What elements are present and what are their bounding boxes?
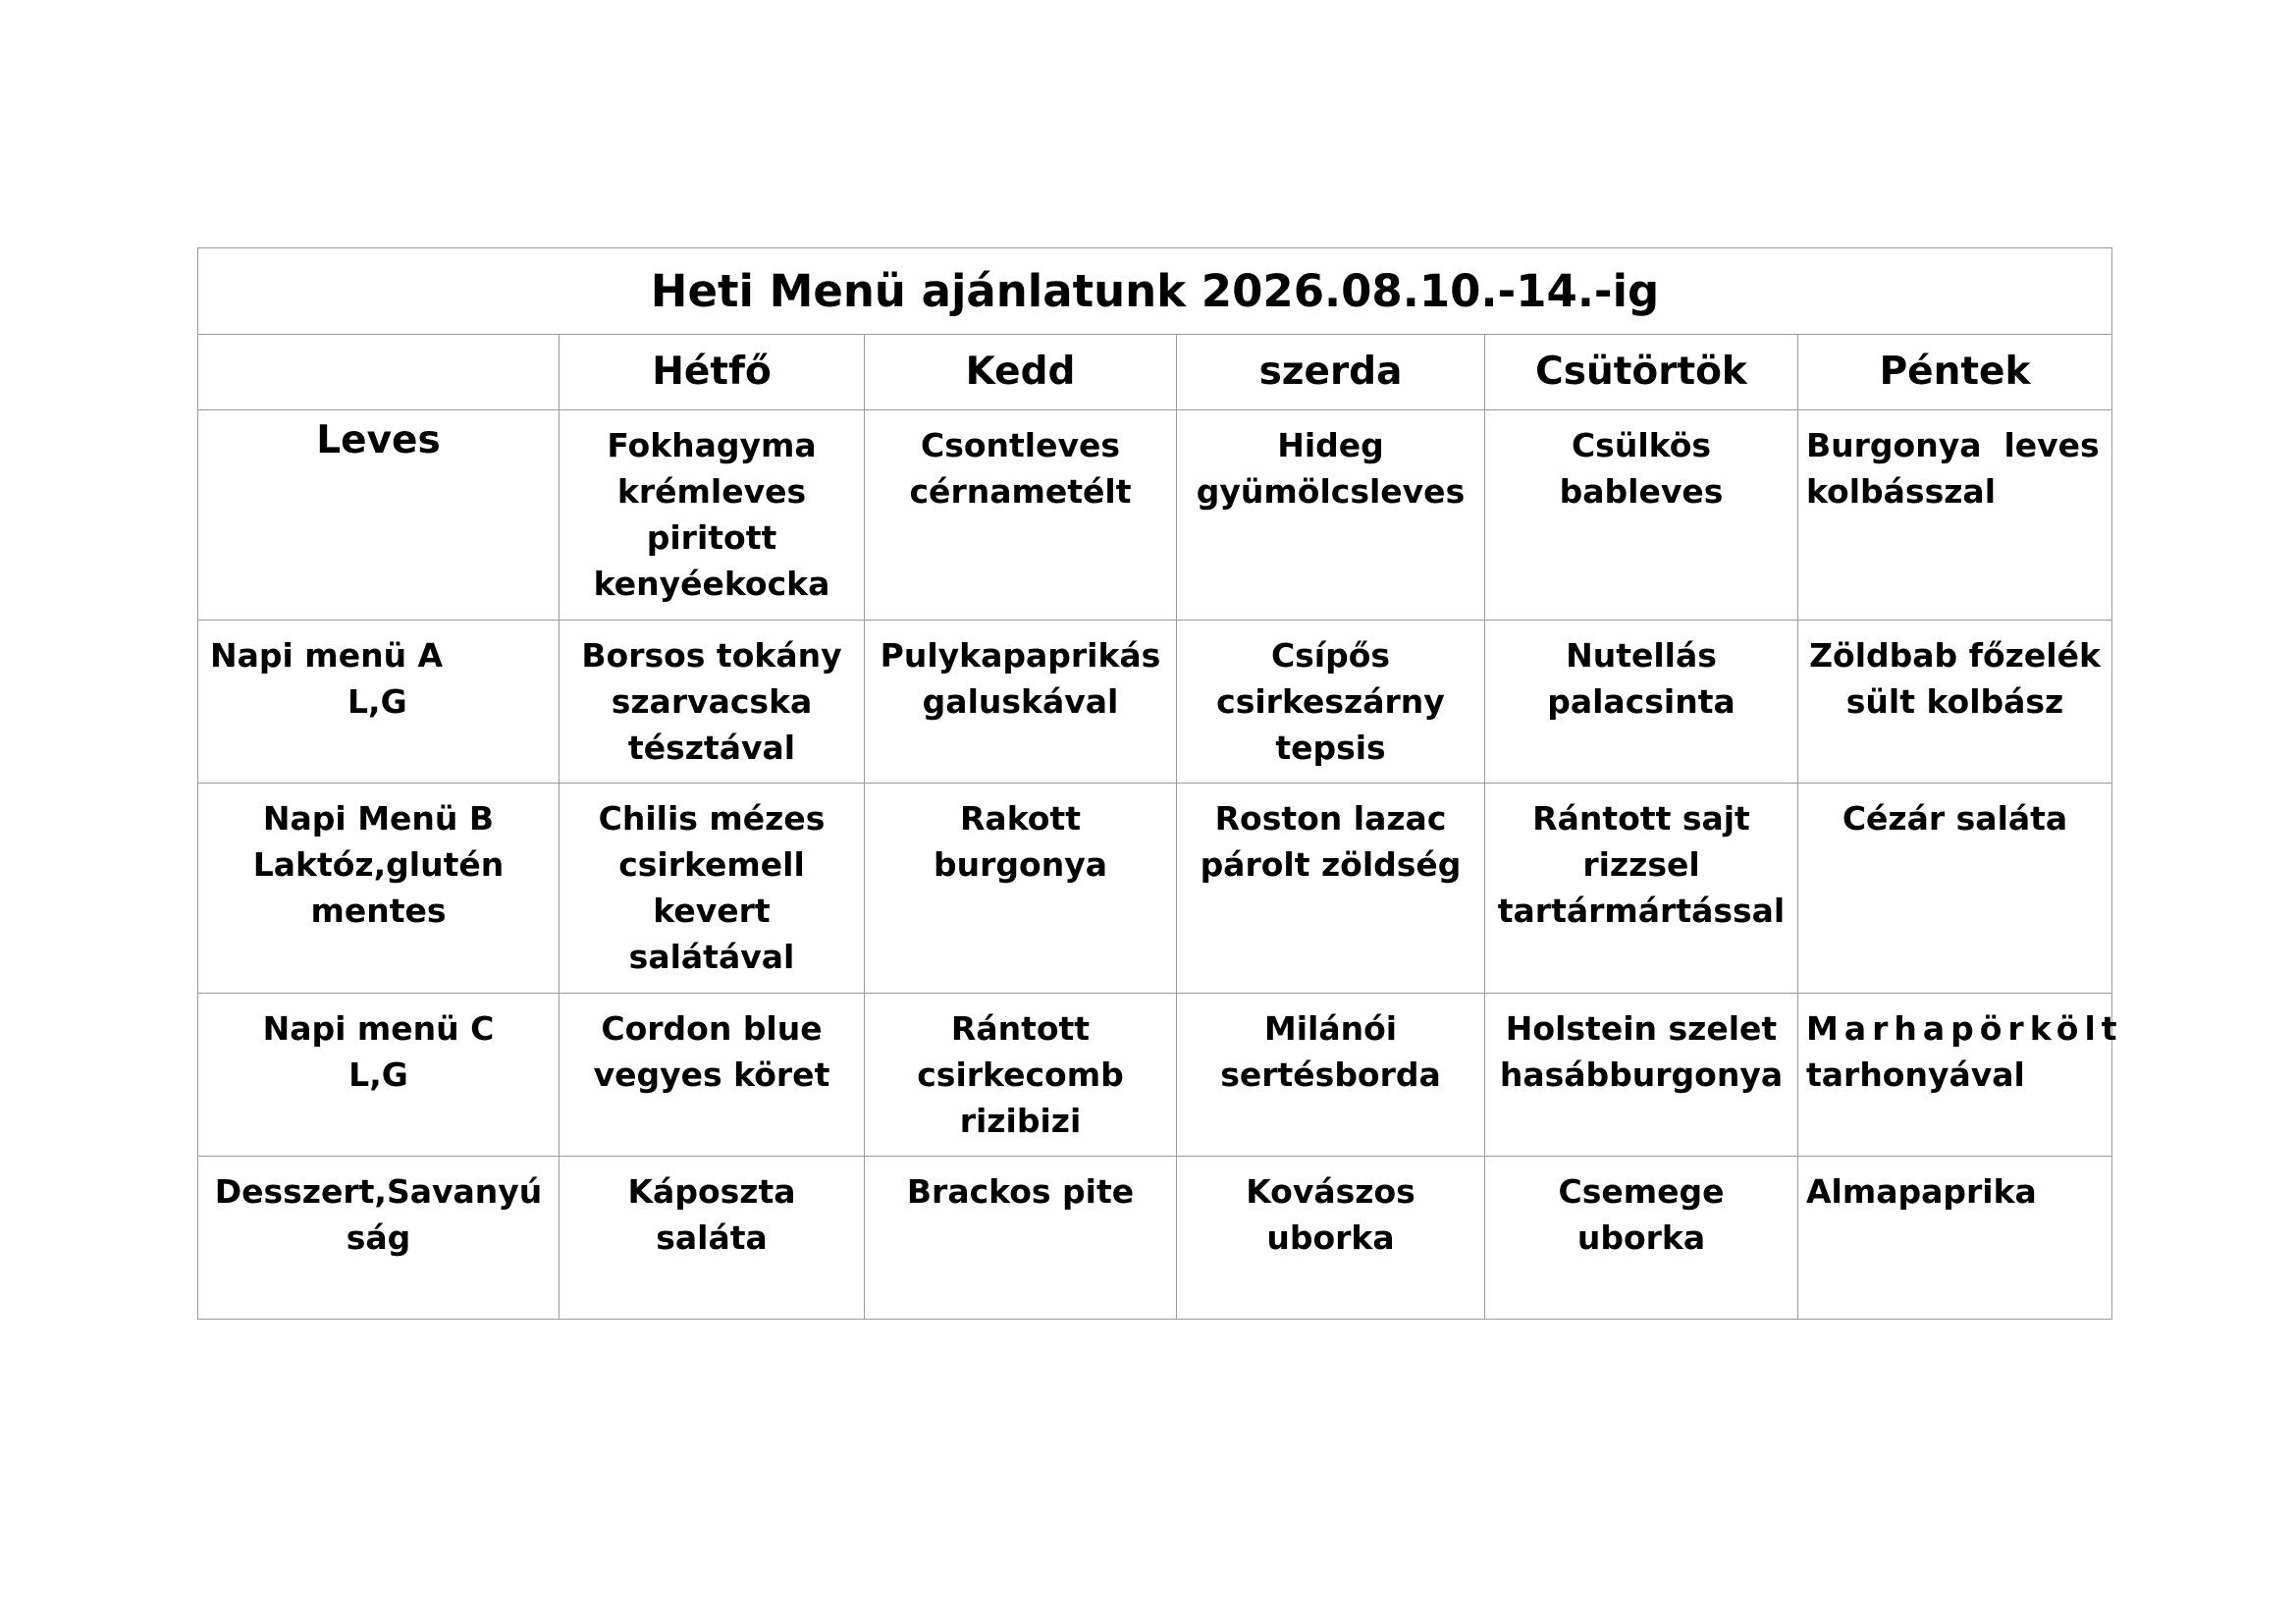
row-label-menu-b: [198, 784, 560, 994]
cell-line: rizzsel: [1582, 845, 1700, 884]
menu-b-row: [198, 784, 2112, 994]
cell-line: saláta: [656, 1218, 768, 1257]
cell-line: Fokhagyma: [607, 426, 817, 464]
weekly-menu-table: [197, 247, 2123, 1320]
dessert-thursday: [1485, 1157, 1798, 1320]
menu-title: Heti Menü ajánlatunk 2026.08.10.-14.-ig: [198, 248, 2112, 335]
cell-line: galuskával: [922, 682, 1119, 721]
cell-line: Marhapörkölt: [1806, 1009, 2123, 1048]
soup-wednesday: [1177, 410, 1485, 621]
day-header-monday: Hétfő: [560, 335, 865, 410]
cell-line: Almapaprika: [1806, 1172, 2037, 1211]
cell-line: tésztával: [627, 729, 796, 767]
menu-b-monday: [560, 784, 865, 994]
menu-a-tuesday: [865, 621, 1177, 784]
cell-line: Borsos tokány: [581, 636, 842, 675]
cell-line: Roston lazac: [1214, 799, 1447, 838]
cell-line: piritott: [646, 518, 777, 557]
row-label-line: Laktóz,glutén: [252, 845, 505, 884]
cell-line: Cordon blue: [601, 1009, 823, 1048]
cell-line: uborka: [1266, 1218, 1395, 1257]
cell-line: Pulykapaprikás: [880, 636, 1161, 675]
cell-line: Cézár saláta: [1842, 799, 2068, 838]
cell-line: Rakott: [960, 799, 1081, 838]
cell-line: Káposzta: [627, 1172, 796, 1211]
dessert-friday: [1798, 1157, 2112, 1320]
row-label-line: L,G: [348, 1055, 408, 1094]
menu-c-thursday: [1485, 994, 1798, 1157]
menu-c-friday: [1798, 994, 2123, 1157]
cell-line: Rántott: [950, 1009, 1091, 1048]
dessert-tuesday: [865, 1157, 1177, 1320]
cell-line: Brackos pite: [906, 1172, 1135, 1211]
cell-line: cérnametélt: [909, 472, 1132, 511]
menu-b-wednesday: [1177, 784, 1485, 994]
title-row: [198, 248, 2112, 335]
menu-b-thursday: [1485, 784, 1798, 994]
day-header-row: [198, 335, 2112, 410]
row-label-line: mentes: [310, 892, 447, 930]
cell-line: uborka: [1576, 1218, 1706, 1257]
empty-corner-cell: [198, 335, 560, 410]
cell-line: Csontleves: [920, 426, 1121, 464]
cell-line: sertésborda: [1220, 1055, 1441, 1094]
row-label-menu-a: [198, 621, 560, 784]
row-label-line: ság: [346, 1218, 411, 1257]
dessert-monday: [560, 1157, 865, 1320]
day-header-tuesday: Kedd: [865, 335, 1177, 410]
menu-a-monday: [560, 621, 865, 784]
cell-line: salátával: [628, 938, 795, 976]
soup-tuesday: [865, 410, 1177, 621]
soup-thursday: [1485, 410, 1798, 621]
cell-line: Holstein szelet: [1505, 1009, 1778, 1048]
menu-b-friday: [1798, 784, 2112, 994]
soup-monday: [560, 410, 865, 621]
cell-line: Csípős: [1270, 636, 1391, 675]
dessert-wednesday: [1177, 1157, 1485, 1320]
day-header-friday: Péntek: [1798, 335, 2112, 410]
cell-line: krémleves: [616, 472, 807, 511]
day-header-thursday: Csütörtök: [1485, 335, 1798, 410]
cell-line: csirkemell: [618, 845, 805, 884]
cell-line: gyümölcsleves: [1196, 472, 1466, 511]
cell-line: szarvacska: [611, 682, 813, 721]
cell-line: párolt zöldség: [1200, 845, 1462, 884]
cell-line: burgonya: [934, 845, 1107, 884]
cell-line: sült kolbász: [1845, 682, 2064, 721]
menu-c-row: [198, 994, 2112, 1157]
cell-line: Zöldbab főzelék: [1809, 636, 2101, 675]
row-label-menu-c: [198, 994, 560, 1157]
row-label-dessert: [198, 1157, 560, 1320]
cell-line: kenyéekocka: [593, 565, 830, 603]
row-label-line: Napi menü C: [262, 1009, 495, 1048]
row-label-line: Desszert,Savanyú: [214, 1172, 543, 1211]
cell-line: bableves: [1559, 472, 1724, 511]
cell-line: tartármártással: [1497, 892, 1786, 930]
cell-line: kolbásszal: [1806, 472, 1997, 511]
row-label-soup: Leves: [198, 410, 560, 621]
row-label-line: L,G: [347, 682, 407, 721]
day-header-wednesday: szerda: [1177, 335, 1485, 410]
menu-a-friday: [1798, 621, 2112, 784]
menu-c-tuesday: [865, 994, 1177, 1157]
cell-line: kevert: [653, 892, 771, 930]
soup-friday: [1798, 410, 2112, 621]
cell-line: Milánói: [1263, 1009, 1398, 1048]
menu-c-wednesday: [1177, 994, 1485, 1157]
cell-line: tepsis: [1275, 729, 1386, 767]
cell-line: Hideg: [1277, 426, 1384, 464]
row-label-line: Napi menü A: [210, 636, 444, 675]
cell-line: Rántott sajt: [1532, 799, 1750, 838]
cell-line: palacsinta: [1547, 682, 1735, 721]
cell-line: Csülkös: [1571, 426, 1712, 464]
cell-line: vegyes köret: [593, 1055, 830, 1094]
cell-line: Burgonya leves: [1806, 426, 2100, 464]
menu-a-thursday: [1485, 621, 1798, 784]
cell-line: hasábburgonya: [1499, 1055, 1784, 1094]
cell-line: Csemege: [1558, 1172, 1725, 1211]
menu-a-row: [198, 621, 2112, 784]
row-label-line: Napi Menü B: [262, 799, 495, 838]
cell-line: rizibizi: [959, 1102, 1082, 1140]
menu-a-wednesday: [1177, 621, 1485, 784]
cell-line: tarhonyával: [1806, 1055, 2025, 1094]
cell-line: csirkeszárny: [1216, 682, 1445, 721]
cell-line: Chilis mézes: [598, 799, 826, 838]
soup-row: [198, 410, 2112, 621]
dessert-row: [198, 1157, 2112, 1320]
menu-c-monday: [560, 994, 865, 1157]
cell-line: Nutellás: [1566, 636, 1717, 675]
cell-line: Kovászos: [1246, 1172, 1415, 1211]
cell-line: csirkecomb: [917, 1055, 1124, 1094]
menu-b-tuesday: [865, 784, 1177, 994]
